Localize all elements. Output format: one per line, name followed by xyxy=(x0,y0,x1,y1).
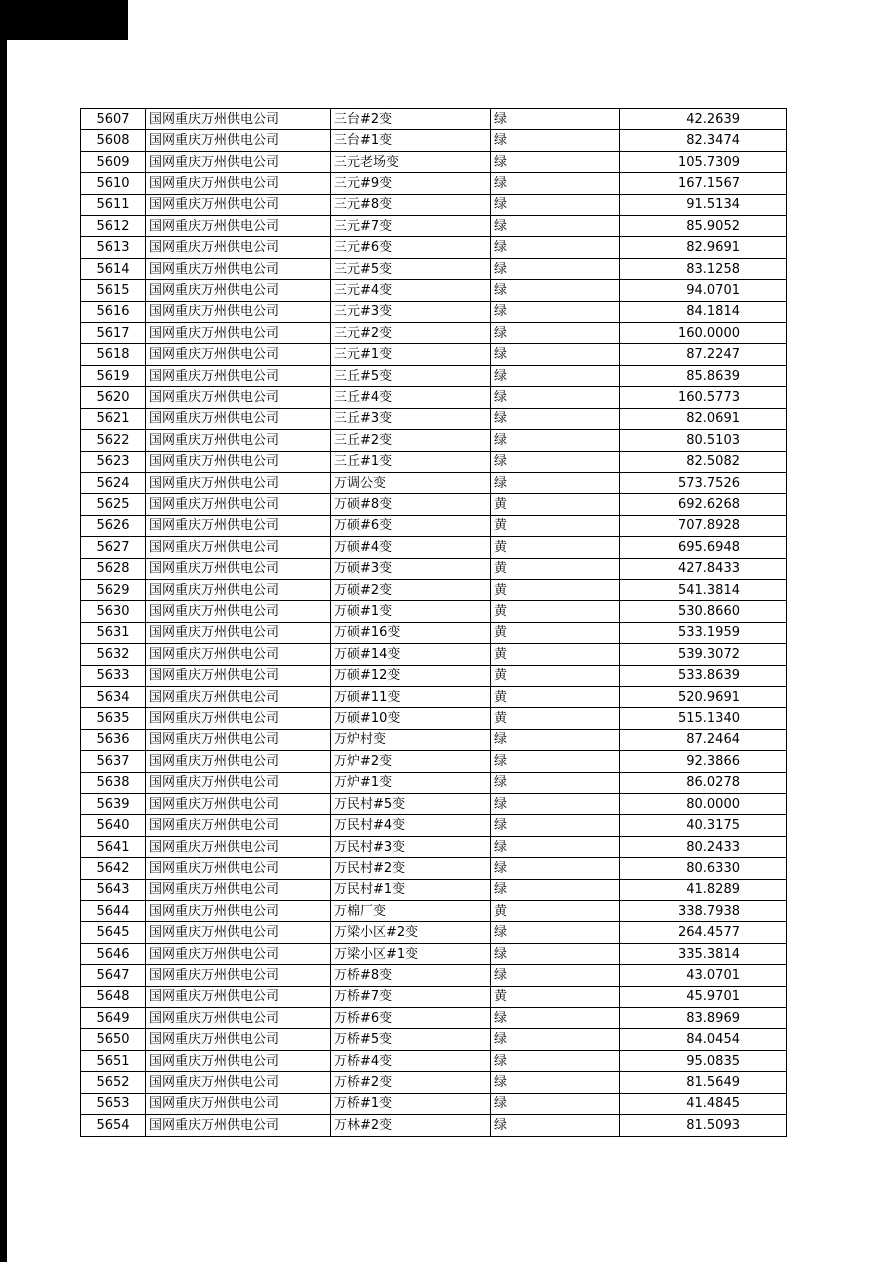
cell-id: 5647 xyxy=(81,965,146,986)
cell-id: 5645 xyxy=(81,922,146,943)
table-row xyxy=(81,1093,787,1114)
cell-status: 绿 xyxy=(491,729,620,750)
cell-value: 85.9052 xyxy=(620,216,787,237)
cell-substation: 万炉村变 xyxy=(331,729,491,750)
cell-company: 国网重庆万州供电公司 xyxy=(146,708,331,729)
cell-status: 黄 xyxy=(491,622,620,643)
cell-company: 国网重庆万州供电公司 xyxy=(146,558,331,579)
cell-status: 黄 xyxy=(491,686,620,707)
table-row xyxy=(81,494,787,515)
cell-id: 5616 xyxy=(81,301,146,322)
cell-id: 5613 xyxy=(81,237,146,258)
cell-value: 539.3072 xyxy=(620,644,787,665)
cell-id: 5635 xyxy=(81,708,146,729)
cell-company: 国网重庆万州供电公司 xyxy=(146,237,331,258)
table-row xyxy=(81,1050,787,1071)
table-row xyxy=(81,387,787,408)
cell-company: 国网重庆万州供电公司 xyxy=(146,579,331,600)
cell-status: 绿 xyxy=(491,1115,620,1137)
cell-substation: 三台#1变 xyxy=(331,130,491,151)
cell-substation: 三元#7变 xyxy=(331,216,491,237)
cell-status: 绿 xyxy=(491,751,620,772)
cell-company: 国网重庆万州供电公司 xyxy=(146,387,331,408)
cell-status: 黄 xyxy=(491,644,620,665)
table-row xyxy=(81,601,787,622)
cell-company: 国网重庆万州供电公司 xyxy=(146,1029,331,1050)
cell-id: 5614 xyxy=(81,258,146,279)
table-row xyxy=(81,729,787,750)
table-row xyxy=(81,879,787,900)
cell-value: 43.0701 xyxy=(620,965,787,986)
cell-value: 94.0701 xyxy=(620,280,787,301)
cell-status: 绿 xyxy=(491,1072,620,1093)
cell-id: 5624 xyxy=(81,472,146,493)
cell-substation: 万梁小区#1变 xyxy=(331,943,491,964)
cell-status: 绿 xyxy=(491,216,620,237)
table-row xyxy=(81,365,787,386)
cell-substation: 万硕#3变 xyxy=(331,558,491,579)
table-row xyxy=(81,537,787,558)
cell-substation: 三元#3变 xyxy=(331,301,491,322)
cell-value: 160.5773 xyxy=(620,387,787,408)
cell-company: 国网重庆万州供电公司 xyxy=(146,365,331,386)
cell-substation: 三元#8变 xyxy=(331,194,491,215)
cell-status: 绿 xyxy=(491,451,620,472)
table-row xyxy=(81,237,787,258)
cell-value: 167.1567 xyxy=(620,173,787,194)
cell-substation: 万硕#14变 xyxy=(331,644,491,665)
cell-id: 5649 xyxy=(81,1008,146,1029)
cell-value: 84.1814 xyxy=(620,301,787,322)
table-row xyxy=(81,772,787,793)
cell-substation: 三台#2变 xyxy=(331,109,491,130)
cell-company: 国网重庆万州供电公司 xyxy=(146,729,331,750)
scan-artifact-left-edge xyxy=(0,0,7,1262)
table-row xyxy=(81,1115,787,1137)
cell-company: 国网重庆万州供电公司 xyxy=(146,836,331,857)
cell-substation: 三元#2变 xyxy=(331,323,491,344)
cell-substation: 三元#5变 xyxy=(331,258,491,279)
cell-company: 国网重庆万州供电公司 xyxy=(146,965,331,986)
cell-value: 84.0454 xyxy=(620,1029,787,1050)
cell-id: 5629 xyxy=(81,579,146,600)
cell-status: 黄 xyxy=(491,558,620,579)
cell-substation: 三元#6变 xyxy=(331,237,491,258)
cell-value: 42.2639 xyxy=(620,109,787,130)
cell-substation: 万民村#3变 xyxy=(331,836,491,857)
cell-substation: 万硕#4变 xyxy=(331,537,491,558)
cell-company: 国网重庆万州供电公司 xyxy=(146,1115,331,1137)
cell-company: 国网重庆万州供电公司 xyxy=(146,1050,331,1071)
table-row xyxy=(81,515,787,536)
cell-status: 黄 xyxy=(491,579,620,600)
cell-substation: 万桥#4变 xyxy=(331,1050,491,1071)
table-row xyxy=(81,344,787,365)
cell-company: 国网重庆万州供电公司 xyxy=(146,494,331,515)
cell-status: 绿 xyxy=(491,858,620,879)
cell-id: 5650 xyxy=(81,1029,146,1050)
cell-substation: 万硕#11变 xyxy=(331,686,491,707)
cell-substation: 万桥#5变 xyxy=(331,1029,491,1050)
cell-id: 5648 xyxy=(81,986,146,1007)
cell-value: 91.5134 xyxy=(620,194,787,215)
cell-company: 国网重庆万州供电公司 xyxy=(146,515,331,536)
cell-id: 5639 xyxy=(81,794,146,815)
cell-company: 国网重庆万州供电公司 xyxy=(146,922,331,943)
cell-status: 绿 xyxy=(491,173,620,194)
cell-substation: 三元#9变 xyxy=(331,173,491,194)
cell-substation: 万桥#8变 xyxy=(331,965,491,986)
cell-value: 695.6948 xyxy=(620,537,787,558)
cell-company: 国网重庆万州供电公司 xyxy=(146,301,331,322)
cell-substation: 万硕#16变 xyxy=(331,622,491,643)
cell-value: 87.2464 xyxy=(620,729,787,750)
table-row xyxy=(81,258,787,279)
substation-load-table xyxy=(80,108,787,1137)
cell-id: 5634 xyxy=(81,686,146,707)
cell-id: 5632 xyxy=(81,644,146,665)
cell-value: 95.0835 xyxy=(620,1050,787,1071)
cell-status: 黄 xyxy=(491,601,620,622)
cell-company: 国网重庆万州供电公司 xyxy=(146,216,331,237)
cell-value: 533.1959 xyxy=(620,622,787,643)
table-row xyxy=(81,323,787,344)
cell-value: 82.9691 xyxy=(620,237,787,258)
cell-status: 绿 xyxy=(491,365,620,386)
cell-status: 绿 xyxy=(491,408,620,429)
scan-artifact-top xyxy=(0,0,128,40)
cell-id: 5652 xyxy=(81,1072,146,1093)
table-row xyxy=(81,301,787,322)
cell-status: 黄 xyxy=(491,537,620,558)
table-row xyxy=(81,943,787,964)
cell-id: 5623 xyxy=(81,451,146,472)
cell-company: 国网重庆万州供电公司 xyxy=(146,1093,331,1114)
cell-company: 国网重庆万州供电公司 xyxy=(146,1072,331,1093)
cell-substation: 万民村#5变 xyxy=(331,794,491,815)
cell-id: 5638 xyxy=(81,772,146,793)
cell-company: 国网重庆万州供电公司 xyxy=(146,323,331,344)
cell-status: 绿 xyxy=(491,323,620,344)
cell-substation: 万炉#1变 xyxy=(331,772,491,793)
cell-status: 绿 xyxy=(491,772,620,793)
cell-id: 5654 xyxy=(81,1115,146,1137)
table-row xyxy=(81,836,787,857)
cell-id: 5628 xyxy=(81,558,146,579)
table-row xyxy=(81,430,787,451)
cell-status: 绿 xyxy=(491,387,620,408)
cell-id: 5627 xyxy=(81,537,146,558)
cell-id: 5643 xyxy=(81,879,146,900)
cell-company: 国网重庆万州供电公司 xyxy=(146,943,331,964)
table-row xyxy=(81,901,787,922)
cell-substation: 万硕#1变 xyxy=(331,601,491,622)
cell-id: 5612 xyxy=(81,216,146,237)
cell-status: 黄 xyxy=(491,901,620,922)
cell-substation: 万民村#2变 xyxy=(331,858,491,879)
cell-substation: 万硕#8变 xyxy=(331,494,491,515)
cell-value: 92.3866 xyxy=(620,751,787,772)
cell-substation: 万炉#2变 xyxy=(331,751,491,772)
cell-value: 692.6268 xyxy=(620,494,787,515)
table-row xyxy=(81,109,787,130)
table-row xyxy=(81,280,787,301)
cell-company: 国网重庆万州供电公司 xyxy=(146,644,331,665)
cell-status: 黄 xyxy=(491,986,620,1007)
table-row xyxy=(81,622,787,643)
cell-substation: 三元#1变 xyxy=(331,344,491,365)
table-row xyxy=(81,922,787,943)
cell-status: 绿 xyxy=(491,965,620,986)
cell-value: 105.7309 xyxy=(620,151,787,172)
cell-company: 国网重庆万州供电公司 xyxy=(146,622,331,643)
cell-substation: 万硕#6变 xyxy=(331,515,491,536)
table-row xyxy=(81,708,787,729)
table-row xyxy=(81,194,787,215)
cell-company: 国网重庆万州供电公司 xyxy=(146,109,331,130)
table-row xyxy=(81,1072,787,1093)
cell-id: 5631 xyxy=(81,622,146,643)
cell-company: 国网重庆万州供电公司 xyxy=(146,686,331,707)
cell-value: 520.9691 xyxy=(620,686,787,707)
cell-substation: 万棉厂变 xyxy=(331,901,491,922)
cell-status: 绿 xyxy=(491,1008,620,1029)
cell-substation: 万硕#10变 xyxy=(331,708,491,729)
cell-substation: 万林#2变 xyxy=(331,1115,491,1137)
table-row xyxy=(81,151,787,172)
cell-company: 国网重庆万州供电公司 xyxy=(146,537,331,558)
cell-id: 5637 xyxy=(81,751,146,772)
cell-id: 5653 xyxy=(81,1093,146,1114)
table-row xyxy=(81,216,787,237)
cell-company: 国网重庆万州供电公司 xyxy=(146,451,331,472)
cell-value: 82.3474 xyxy=(620,130,787,151)
cell-value: 81.5093 xyxy=(620,1115,787,1137)
cell-id: 5641 xyxy=(81,836,146,857)
table-row xyxy=(81,1029,787,1050)
cell-substation: 万桥#1变 xyxy=(331,1093,491,1114)
cell-company: 国网重庆万州供电公司 xyxy=(146,815,331,836)
cell-status: 绿 xyxy=(491,344,620,365)
table-row xyxy=(81,686,787,707)
cell-substation: 万桥#6变 xyxy=(331,1008,491,1029)
cell-value: 83.1258 xyxy=(620,258,787,279)
cell-value: 81.5649 xyxy=(620,1072,787,1093)
cell-substation: 三丘#4变 xyxy=(331,387,491,408)
cell-id: 5633 xyxy=(81,665,146,686)
cell-company: 国网重庆万州供电公司 xyxy=(146,665,331,686)
cell-company: 国网重庆万州供电公司 xyxy=(146,430,331,451)
cell-value: 41.8289 xyxy=(620,879,787,900)
cell-company: 国网重庆万州供电公司 xyxy=(146,1008,331,1029)
cell-id: 5610 xyxy=(81,173,146,194)
table-row xyxy=(81,965,787,986)
cell-status: 黄 xyxy=(491,515,620,536)
cell-value: 533.8639 xyxy=(620,665,787,686)
table-row xyxy=(81,451,787,472)
cell-status: 绿 xyxy=(491,879,620,900)
cell-substation: 万民村#1变 xyxy=(331,879,491,900)
cell-status: 绿 xyxy=(491,922,620,943)
table-row xyxy=(81,858,787,879)
cell-status: 绿 xyxy=(491,815,620,836)
cell-company: 国网重庆万州供电公司 xyxy=(146,472,331,493)
cell-company: 国网重庆万州供电公司 xyxy=(146,280,331,301)
cell-id: 5609 xyxy=(81,151,146,172)
cell-status: 绿 xyxy=(491,237,620,258)
cell-company: 国网重庆万州供电公司 xyxy=(146,258,331,279)
cell-substation: 万硕#2变 xyxy=(331,579,491,600)
cell-value: 338.7938 xyxy=(620,901,787,922)
cell-company: 国网重庆万州供电公司 xyxy=(146,194,331,215)
cell-status: 绿 xyxy=(491,1029,620,1050)
cell-status: 绿 xyxy=(491,1050,620,1071)
cell-value: 335.3814 xyxy=(620,943,787,964)
cell-id: 5625 xyxy=(81,494,146,515)
cell-id: 5619 xyxy=(81,365,146,386)
cell-id: 5630 xyxy=(81,601,146,622)
cell-value: 87.2247 xyxy=(620,344,787,365)
cell-id: 5611 xyxy=(81,194,146,215)
cell-substation: 万梁小区#2变 xyxy=(331,922,491,943)
cell-id: 5618 xyxy=(81,344,146,365)
cell-value: 41.4845 xyxy=(620,1093,787,1114)
cell-substation: 万调公变 xyxy=(331,472,491,493)
cell-status: 黄 xyxy=(491,494,620,515)
table-row xyxy=(81,579,787,600)
cell-value: 40.3175 xyxy=(620,815,787,836)
cell-company: 国网重庆万州供电公司 xyxy=(146,772,331,793)
cell-value: 573.7526 xyxy=(620,472,787,493)
cell-value: 85.8639 xyxy=(620,365,787,386)
cell-company: 国网重庆万州供电公司 xyxy=(146,986,331,1007)
cell-company: 国网重庆万州供电公司 xyxy=(146,601,331,622)
cell-status: 绿 xyxy=(491,194,620,215)
cell-value: 80.2433 xyxy=(620,836,787,857)
cell-status: 绿 xyxy=(491,130,620,151)
cell-id: 5608 xyxy=(81,130,146,151)
cell-substation: 三元#4变 xyxy=(331,280,491,301)
table-row xyxy=(81,173,787,194)
cell-id: 5640 xyxy=(81,815,146,836)
cell-status: 绿 xyxy=(491,258,620,279)
cell-value: 515.1340 xyxy=(620,708,787,729)
cell-value: 83.8969 xyxy=(620,1008,787,1029)
cell-status: 绿 xyxy=(491,109,620,130)
cell-id: 5644 xyxy=(81,901,146,922)
cell-status: 黄 xyxy=(491,665,620,686)
cell-substation: 三丘#5变 xyxy=(331,365,491,386)
cell-value: 80.5103 xyxy=(620,430,787,451)
cell-substation: 万桥#7变 xyxy=(331,986,491,1007)
cell-status: 绿 xyxy=(491,151,620,172)
cell-company: 国网重庆万州供电公司 xyxy=(146,901,331,922)
cell-value: 707.8928 xyxy=(620,515,787,536)
cell-company: 国网重庆万州供电公司 xyxy=(146,173,331,194)
table-row xyxy=(81,558,787,579)
cell-id: 5620 xyxy=(81,387,146,408)
cell-substation: 三丘#3变 xyxy=(331,408,491,429)
cell-id: 5622 xyxy=(81,430,146,451)
cell-company: 国网重庆万州供电公司 xyxy=(146,344,331,365)
cell-substation: 万桥#2变 xyxy=(331,1072,491,1093)
table-row xyxy=(81,408,787,429)
cell-company: 国网重庆万州供电公司 xyxy=(146,408,331,429)
cell-company: 国网重庆万州供电公司 xyxy=(146,130,331,151)
cell-status: 绿 xyxy=(491,472,620,493)
cell-id: 5621 xyxy=(81,408,146,429)
cell-id: 5646 xyxy=(81,943,146,964)
cell-status: 绿 xyxy=(491,794,620,815)
cell-company: 国网重庆万州供电公司 xyxy=(146,794,331,815)
table-row xyxy=(81,794,787,815)
cell-value: 45.9701 xyxy=(620,986,787,1007)
cell-company: 国网重庆万州供电公司 xyxy=(146,858,331,879)
cell-value: 427.8433 xyxy=(620,558,787,579)
cell-status: 绿 xyxy=(491,1093,620,1114)
cell-status: 绿 xyxy=(491,943,620,964)
table-row xyxy=(81,644,787,665)
table-row xyxy=(81,815,787,836)
table-row xyxy=(81,1008,787,1029)
cell-value: 86.0278 xyxy=(620,772,787,793)
cell-substation: 三元老场变 xyxy=(331,151,491,172)
cell-id: 5617 xyxy=(81,323,146,344)
table-row xyxy=(81,665,787,686)
cell-company: 国网重庆万州供电公司 xyxy=(146,879,331,900)
cell-id: 5642 xyxy=(81,858,146,879)
cell-value: 264.4577 xyxy=(620,922,787,943)
cell-value: 530.8660 xyxy=(620,601,787,622)
cell-id: 5607 xyxy=(81,109,146,130)
cell-id: 5626 xyxy=(81,515,146,536)
cell-value: 82.5082 xyxy=(620,451,787,472)
cell-value: 82.0691 xyxy=(620,408,787,429)
table-row xyxy=(81,472,787,493)
cell-value: 160.0000 xyxy=(620,323,787,344)
cell-substation: 三丘#1变 xyxy=(331,451,491,472)
cell-company: 国网重庆万州供电公司 xyxy=(146,151,331,172)
table-body xyxy=(81,109,787,1137)
cell-status: 绿 xyxy=(491,836,620,857)
cell-status: 绿 xyxy=(491,280,620,301)
table-row xyxy=(81,986,787,1007)
cell-id: 5651 xyxy=(81,1050,146,1071)
cell-value: 80.0000 xyxy=(620,794,787,815)
cell-id: 5636 xyxy=(81,729,146,750)
cell-id: 5615 xyxy=(81,280,146,301)
cell-substation: 三丘#2变 xyxy=(331,430,491,451)
cell-substation: 万民村#4变 xyxy=(331,815,491,836)
cell-status: 绿 xyxy=(491,301,620,322)
cell-substation: 万硕#12变 xyxy=(331,665,491,686)
cell-company: 国网重庆万州供电公司 xyxy=(146,751,331,772)
cell-value: 541.3814 xyxy=(620,579,787,600)
cell-value: 80.6330 xyxy=(620,858,787,879)
table-row xyxy=(81,751,787,772)
cell-status: 绿 xyxy=(491,430,620,451)
cell-status: 黄 xyxy=(491,708,620,729)
table-row xyxy=(81,130,787,151)
